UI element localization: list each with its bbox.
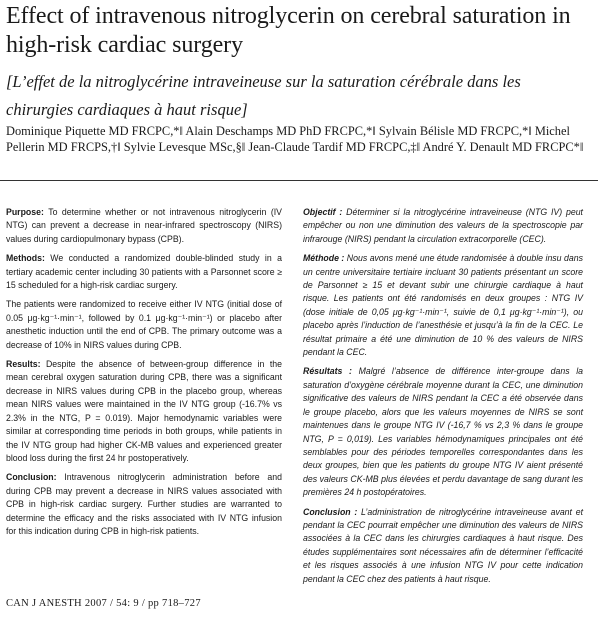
journal-citation: CAN J ANESTH 2007 / 54: 9 / pp 718–727: [6, 598, 201, 609]
abstract-text: L’administration de nitroglycérine intraveineuse avant et pendant la CEC pourrait empêcher une diminution des valeurs de NIRS associées à la CEC dans les chirurgies cardiaques à haut risque. Des études supplémentaires sont nécessaires afin de déterminer l’efficacité et les risques associés à une infusion NTG IV pour cette indication pendant la CEC chez des patients à haut risque.: [303, 506, 584, 584]
abstract-text: Despite the absence of between-group difference in the mean cerebral oxygen saturation during CPB, there was a significant decrease in NIRS values during CPB in the placebo group, whereas mean NIRS values were maintained in the IV NTG group (-16.7% vs 2.3% in the NTG, P = 0.019). Major hemodynamic variables were similar at corresponding time periods in both groups, while patients in the IV NTG group had higher CK-MB values and experienced greater blood loss during the first 24 hr postoperatively.: [6, 359, 282, 463]
header-divider: [0, 180, 598, 181]
abstract-paragraph: [303, 506, 583, 586]
article-title: Effect of intravenous nitroglycerin on cerebral saturation in high-risk cardiac surgery: [6, 3, 571, 58]
abstract-text: The patients were randomized to receive either IV NTG (initial dose of 0.05 μg·kg⁻¹·min⁻¹, followed by 0.1 μg·kg⁻¹·min⁻¹) or placebo after anesthetic induction until the end of CPB. The primary outcome was a decrease of 10% in NIRS values during CPB.: [6, 299, 282, 350]
author-list: Dominique Piquette MD FRCPC,*‖ Alain Deschamps MD PhD FRCPC,*‖ Sylvain Bélisle MD FRCPC,*‖ Michel Pellerin MD FRCPS,†‖ Sylvie Levesque MSc,§‖ Jean-Claude Tardif MD FRCPC,‡‖ André Y. Denault MD FRCPC*‖: [6, 124, 584, 154]
abstract-paragraph: [6, 252, 282, 292]
article-title-french: [L’effet de la nitroglycérine intraveineuse sur la saturation cérébrale dans les chirurgies cardiaques à haut risque]: [6, 72, 521, 119]
abstract-paragraph: [6, 298, 282, 352]
abstract-english: [6, 206, 282, 544]
abstract-paragraph: [6, 471, 282, 538]
abstract-text: Malgré l’absence de différence inter-groupe dans la saturation d’oxygène cérébrale moyenne durant la CEC, une diminution significative des valeurs de NIRS pendant la CEC a été observée dans le groupe placebo, alors que les valeurs moyennes de NIRS se sont maintenues dans le groupe NTG IV (-16,7 % vs 2,3 % dans le groupe NTG, P = 0,019). Les variables hémodynamiques principales ont été semblables pour des périodes temporelles correspondantes dans les deux groupes, bien que les patients du groupe NTG IV aient présenté des valeurs CK-MB plus élevées et perdu davantage de sang durant les premières 24 h postopératoires.: [303, 366, 584, 498]
abstract-paragraph: [303, 365, 583, 499]
abstract-paragraph: [303, 252, 583, 359]
abstract-text: Déterminer si la nitroglycérine intraveineuse (NTG IV) peut empêcher ou non une diminution des valeurs de la spectroscopie par infrarouge (NIRS) pendant la circulation extracorporelle (CEC).: [303, 207, 583, 244]
abstract-heading: Purpose:: [6, 207, 44, 217]
abstract-heading: Méthode :: [303, 253, 345, 264]
abstract-text: We conducted a randomized double-blinded study in a tertiary academic center including 30 patients with a Parsonnet score ≥ 15 scheduled for a high-risk cardiac surgery.: [6, 253, 282, 291]
abstract-paragraph: [303, 206, 583, 246]
abstract-heading: Results:: [6, 359, 41, 370]
abstract-text: To determine whether or not intravenous nitroglycerin (IV NTG) can prevent a decrease in near-infrared spectroscopy (NIRS) values during cardiopulmonary bypass (CPB).: [6, 207, 282, 244]
abstract-heading: Conclusion :: [303, 506, 358, 517]
abstract-heading: Conclusion:: [6, 472, 57, 483]
abstract-paragraph: [6, 206, 282, 246]
abstract-french: [303, 206, 583, 592]
abstract-heading: Objectif :: [303, 207, 343, 217]
abstract-heading: Methods:: [6, 253, 45, 264]
abstract-paragraph: [6, 358, 282, 465]
abstract-heading: Résultats :: [303, 366, 352, 377]
abstract-text: Intravenous nitroglycerin administration before and during CPB may prevent a decrease in NIRS values associated with CPB in high-risk cardiac surgery. Further studies are warranted to determine the efficacy and the risks associated with IV NTG infusion for this indication during CPB in high-risk patients.: [6, 472, 282, 536]
abstract-text: Nous avons mené une étude randomisée à double insu dans un centre universitaire tertiaire incluant 30 patients présentant un score de Parsonnet ≥ 15 et devant subir une chirurgie cardiaque à haut risque. Les patients ont été randomisés en deux groupes : NTG IV (dose initiale de 0,05 μg·kg⁻¹·min⁻¹, suivie de 0,1 μg·kg⁻¹·min⁻¹), ou placebo après l’induction de l’anesthésie et jusqu’à la fin de la CEC. Le résultat primaire a été une diminution de 10 % des valeurs de NIRS pendant la CEC.: [303, 253, 583, 358]
